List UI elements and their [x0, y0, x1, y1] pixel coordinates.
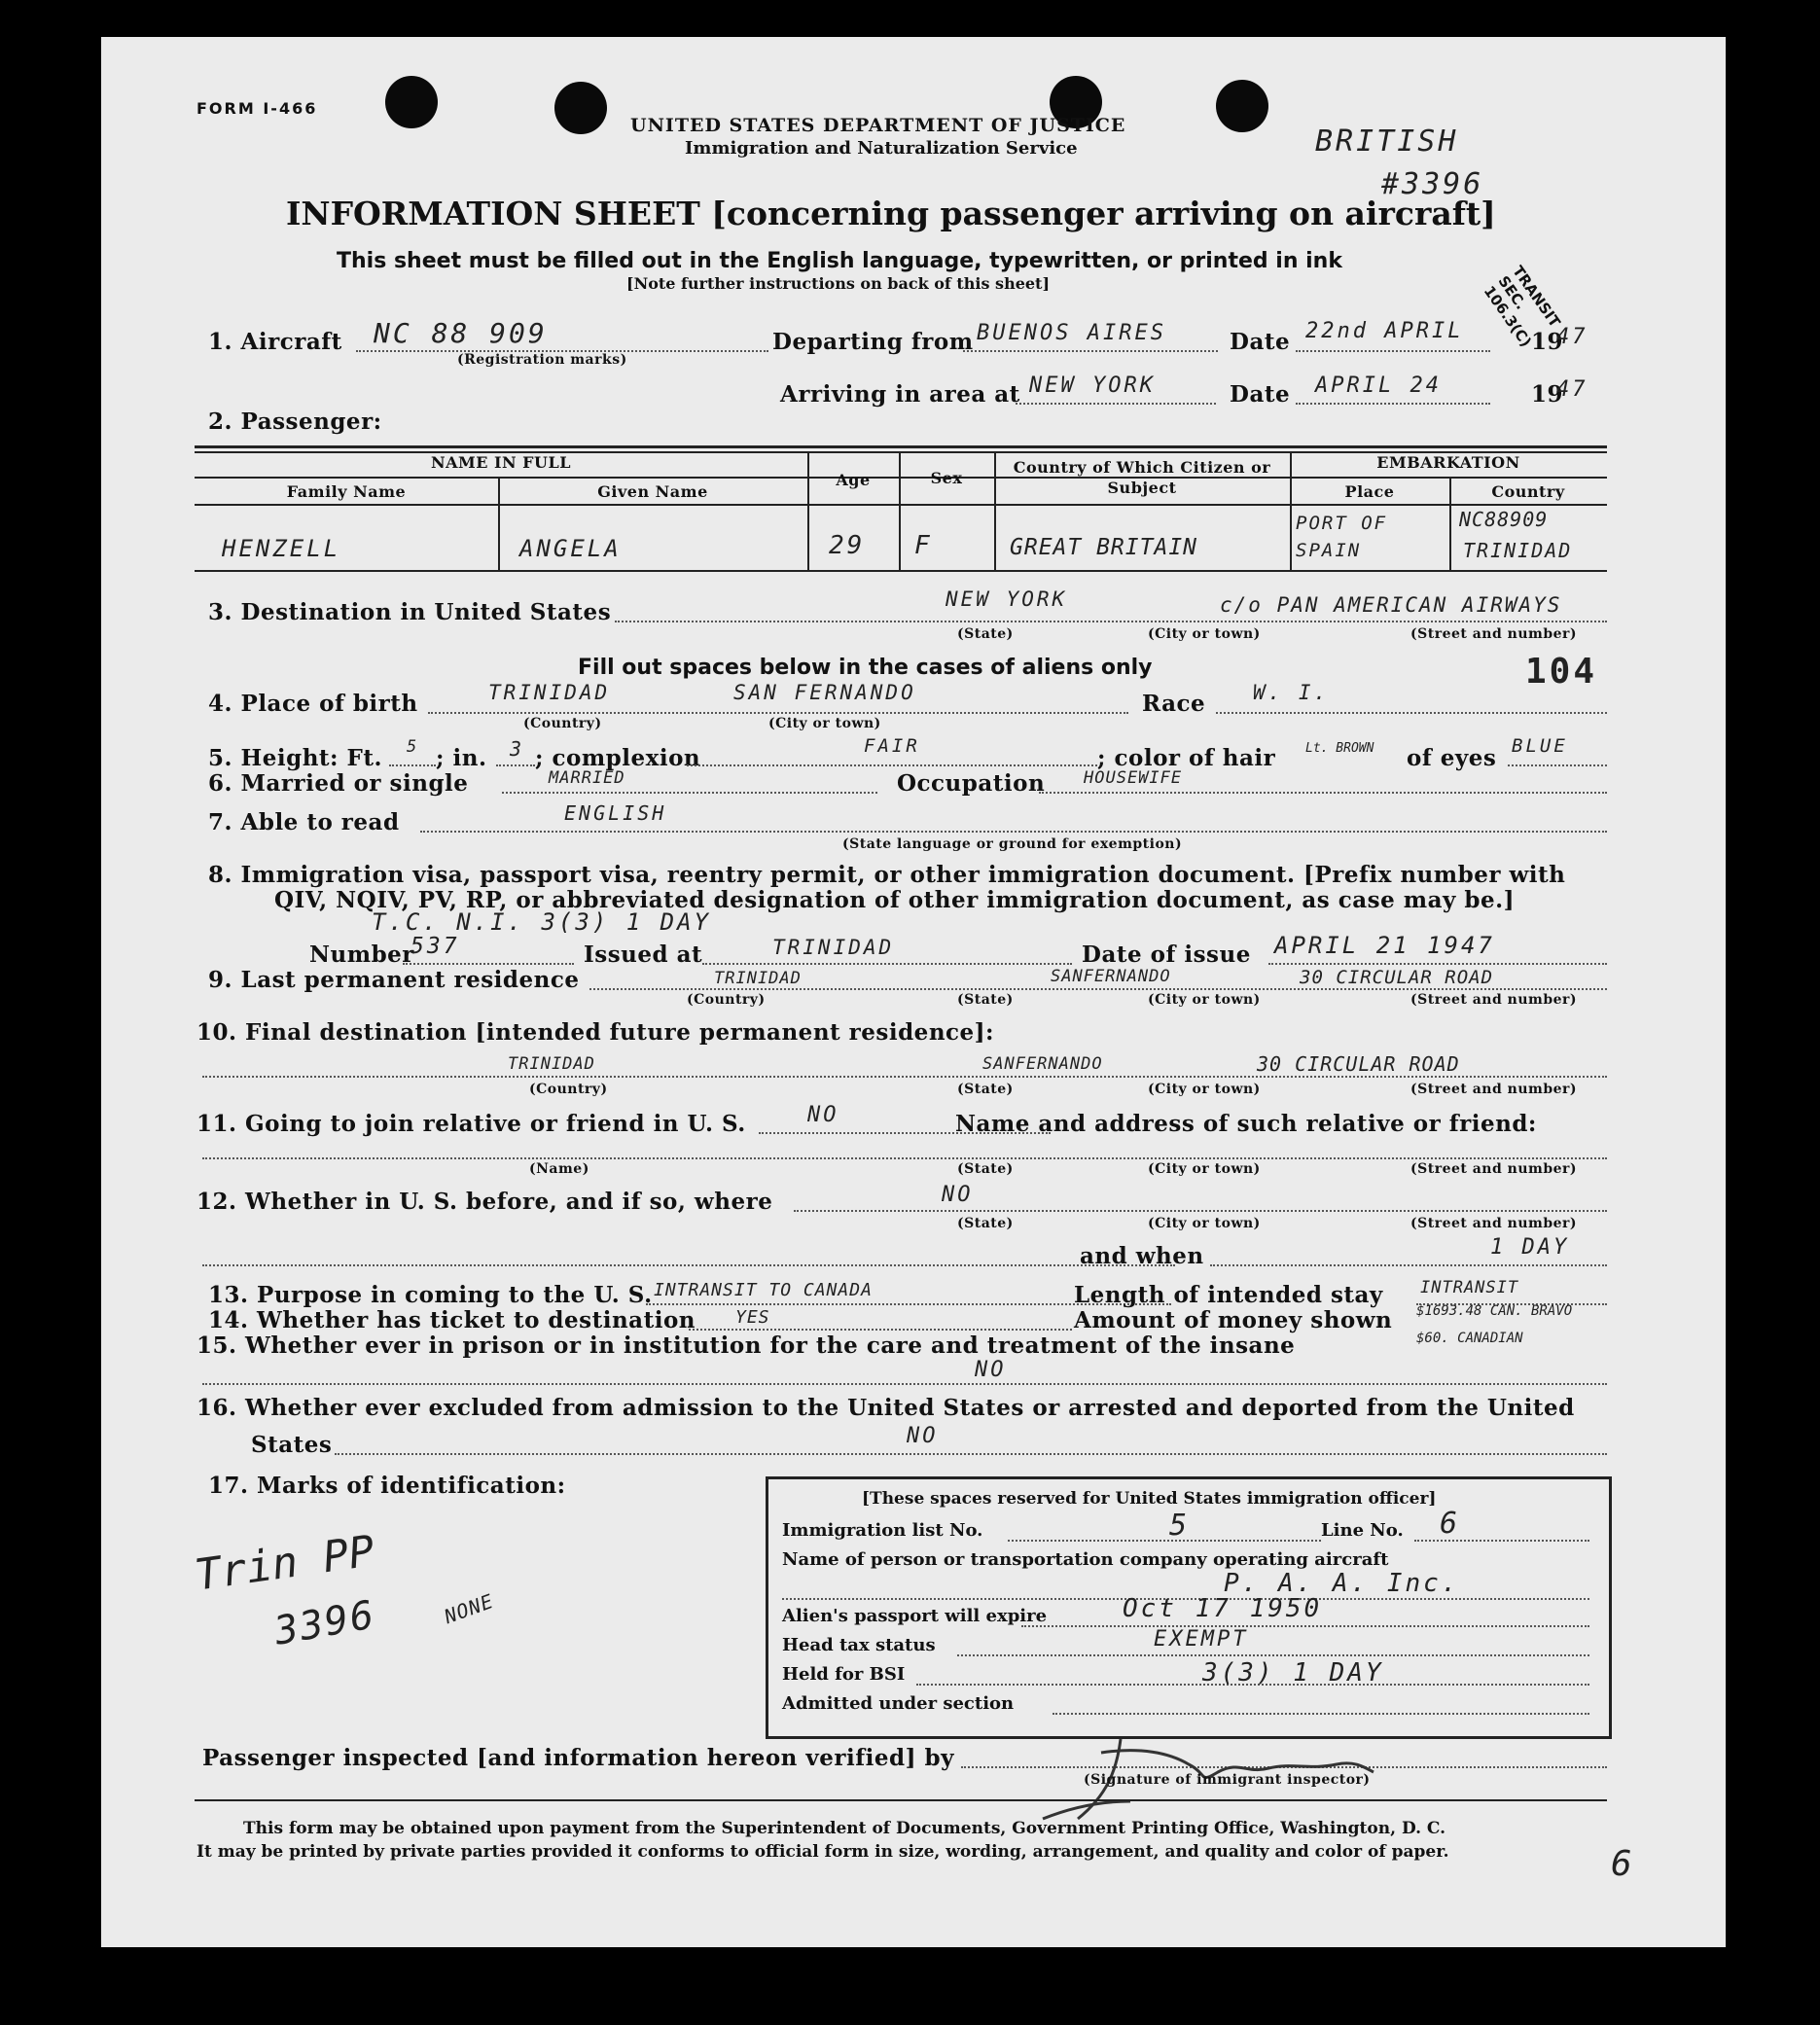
arrival-date: APRIL 24 — [1315, 373, 1442, 398]
purpose-label: 13. Purpose in coming to the U. S. — [208, 1282, 653, 1308]
document-line2: QIV, NQIV, PV, RP, or abbreviated designation of other immigration document, as case may be.] — [274, 887, 1515, 913]
when-label: and when — [1080, 1243, 1204, 1269]
last-residence-caption-street: (Street and number) — [1410, 992, 1578, 1008]
document-line1: 8. Immigration visa, passport visa, reentry permit, or other immigration document. [Prefix number with — [208, 862, 1566, 888]
excluded-line1: 16. Whether ever excluded from admission to the United States or arrested and deported from the United — [196, 1395, 1575, 1421]
purpose-value: INTRANSIT TO CANADA — [654, 1280, 873, 1300]
form-sheet — [101, 37, 1726, 1947]
arrival-year-label: 19 — [1531, 381, 1564, 408]
destination-caption-street: (Street and number) — [1410, 626, 1578, 642]
marital-label: 6. Married or single — [208, 770, 469, 797]
previous-visit-label: 12. Whether in U. S. before, and if so, where — [196, 1189, 773, 1215]
ticket-value: YES — [735, 1307, 770, 1328]
complexion-value: FAIR — [864, 735, 920, 757]
occupation-label: Occupation — [897, 770, 1046, 797]
destination-street: c/o PAN AMERICAN AIRWAYS — [1220, 593, 1562, 617]
read-caption: (State language or ground for exemption) — [842, 836, 1183, 852]
punch-hole — [1216, 80, 1268, 132]
punch-hole — [385, 76, 438, 128]
hair-value: Lt. BROWN — [1305, 741, 1374, 756]
hair-label: ; color of hair — [1097, 745, 1276, 771]
admitted-value: 3(3) 1 DAY — [1202, 1658, 1384, 1688]
eyes-label: of eyes — [1407, 745, 1497, 771]
birth-caption-city: (City or town) — [768, 716, 881, 731]
punch-hole — [554, 82, 607, 134]
document-number: 537 — [410, 934, 460, 959]
passport-expire-value: Oct 17 1950 — [1123, 1594, 1323, 1623]
final-destination-country: TRINIDAD — [508, 1054, 595, 1074]
prison-value: NO — [975, 1358, 1007, 1382]
age-value: 29 — [829, 531, 866, 560]
final-destination-caption-state: (State) — [957, 1082, 1014, 1097]
flight-annotation: NC88909 — [1459, 508, 1549, 531]
birth-city: SAN FERNANDO — [733, 681, 916, 704]
company-value: P. A. A. Inc. — [1224, 1569, 1460, 1598]
embark-country-header: Country — [1491, 482, 1565, 501]
birth-caption-country: (Country) — [523, 716, 602, 731]
last-residence-caption-state: (State) — [957, 992, 1014, 1008]
excluded-value: NO — [907, 1424, 939, 1448]
date-label: Date — [1230, 329, 1291, 355]
previous-visit-caption-state: (State) — [957, 1216, 1014, 1231]
age-header: Age — [836, 471, 871, 489]
company-label: Name of person or transportation company operating aircraft — [782, 1549, 1389, 1570]
officer-heading: [These spaces reserved for United States immigration officer] — [862, 1489, 1437, 1509]
count-note: 104 — [1525, 652, 1598, 692]
passenger-label: 2. Passenger: — [208, 409, 382, 435]
inches-label: ; in. — [436, 745, 487, 771]
issue-date-value: APRIL 21 1947 — [1274, 932, 1495, 959]
form-number: FORM I-466 — [196, 99, 318, 118]
join-relative-label: 11. Going to join relative or friend in U. S. — [196, 1111, 746, 1137]
identification-note-2: 3396 — [270, 1592, 379, 1654]
ticket-label: 14. Whether has ticket to destination — [208, 1307, 696, 1333]
given-name-value: ANGELA — [519, 535, 622, 562]
transit-stamp: TRANSIT SEC. 106.3(C) — [1480, 263, 1564, 351]
last-residence-caption-city: (City or town) — [1148, 992, 1261, 1008]
birth-country: TRINIDAD — [488, 681, 611, 704]
admitted-label: Admitted under section — [782, 1693, 1015, 1714]
line-number-label: Line No. — [1321, 1520, 1404, 1541]
year-label: 19 — [1531, 329, 1564, 355]
sex-value: F — [914, 531, 933, 560]
money-label: Amount of money shown — [1074, 1307, 1393, 1333]
identification-note-1: Trin PP — [192, 1526, 378, 1601]
aircraft-value: NC 88 909 — [374, 317, 548, 349]
form-instruction: This sheet must be filled out in the English language, typewritten, or printed in ink — [337, 249, 1342, 273]
head-tax-label: Head tax status — [782, 1635, 936, 1655]
registration-caption: (Registration marks) — [457, 352, 627, 368]
complexion-label: ; complexion — [535, 745, 701, 771]
verification-label: Passenger inspected [and information hereon verified] by — [202, 1745, 954, 1771]
relative-caption-state: (State) — [957, 1161, 1014, 1177]
head-tax-value: EXEMPT — [1154, 1627, 1249, 1652]
given-name-header: Given Name — [597, 482, 708, 501]
officer-box — [766, 1476, 1612, 1739]
read-value: ENGLISH — [564, 801, 667, 825]
departing-value: BUENOS AIRES — [977, 321, 1166, 345]
document-annotation: T.C. N.I. 3(3) 1 DAY — [372, 908, 711, 936]
bsi-label: Held for BSI — [782, 1664, 906, 1685]
race-label: Race — [1142, 691, 1206, 717]
department-name: UNITED STATES DEPARTMENT OF JUSTICE — [630, 115, 1126, 136]
race-value: W. I. — [1253, 681, 1330, 704]
when-value: 1 DAY — [1490, 1235, 1570, 1260]
height-label: 5. Height: Ft. — [208, 745, 383, 771]
identification-label: 17. Marks of identification: — [208, 1473, 566, 1499]
destination-caption-state: (State) — [957, 626, 1014, 642]
relative-caption-name: (Name) — [529, 1161, 589, 1177]
passport-expire-label: Alien's passport will expire — [782, 1606, 1048, 1626]
signature-caption: (Signature of immigrant inspector) — [1084, 1772, 1371, 1788]
document-number-label: Number — [309, 941, 414, 968]
final-destination-street: 30 CIRCULAR ROAD — [1257, 1052, 1460, 1076]
read-label: 7. Able to read — [208, 809, 400, 835]
departure-year: 47 — [1556, 325, 1588, 349]
file-number-note: #3396 — [1381, 167, 1484, 201]
last-residence-street: 30 CIRCULAR ROAD — [1300, 967, 1494, 988]
final-destination-caption-city: (City or town) — [1148, 1082, 1261, 1097]
height-in: 3 — [510, 737, 523, 761]
previous-visit-caption-city: (City or town) — [1148, 1216, 1261, 1231]
relative-caption-city: (City or town) — [1148, 1161, 1261, 1177]
name-in-full-header: NAME IN FULL — [430, 453, 571, 472]
final-destination-caption-street: (Street and number) — [1410, 1082, 1578, 1097]
identification-value: NONE — [441, 1588, 497, 1629]
embark-country-value: TRINIDAD — [1463, 539, 1573, 562]
form-title: INFORMATION SHEET [concerning passenger arriving on aircraft] — [286, 195, 1496, 232]
occupation-value: HOUSEWIFE — [1084, 768, 1183, 788]
marital-value: MARRIED — [549, 768, 625, 788]
join-relative-value: NO — [807, 1103, 839, 1127]
arrival-year: 47 — [1556, 377, 1588, 402]
service-name: Immigration and Naturalization Service — [685, 138, 1078, 159]
issued-at-value: TRINIDAD — [772, 936, 895, 959]
relative-name-label: Name and address of such relative or friend: — [955, 1111, 1537, 1137]
departing-label: Departing from — [772, 329, 974, 355]
footer-line1: This form may be obtained upon payment from the Superintendent of Documents, Government Printing Office, Washington, D. C. — [243, 1819, 1446, 1838]
nationality-note: BRITISH — [1315, 124, 1459, 159]
destination-caption-city: (City or town) — [1148, 626, 1261, 642]
departure-date: 22nd APRIL — [1305, 319, 1464, 343]
money-value-2: $60. CANADIAN — [1416, 1331, 1523, 1346]
final-destination-caption-country: (Country) — [529, 1082, 608, 1097]
arrival-date-label: Date — [1230, 381, 1291, 408]
last-residence-caption-country: (Country) — [687, 992, 766, 1008]
money-value: $1693.48 CAN. BRAVO — [1416, 1303, 1573, 1319]
embark-place-header: Place — [1344, 482, 1395, 501]
family-name-value: HENZELL — [222, 535, 341, 562]
relative-caption-street: (Street and number) — [1410, 1161, 1578, 1177]
eyes-value: BLUE — [1512, 735, 1568, 757]
prison-label: 15. Whether ever in prison or in institution for the care and treatment of the insane — [196, 1332, 1296, 1359]
previous-visit-value: NO — [942, 1183, 974, 1207]
country-citizen-header: Country of Which Citizen or Subject — [1013, 458, 1271, 497]
issue-date-label: Date of issue — [1082, 941, 1251, 968]
list-number-label: Immigration list No. — [782, 1520, 983, 1541]
stay-label: Length of intended stay — [1074, 1282, 1383, 1308]
height-ft: 5 — [407, 737, 418, 757]
final-destination-city: SANFERNANDO — [982, 1054, 1103, 1074]
family-name-header: Family Name — [286, 482, 407, 501]
destination-state: NEW YORK — [946, 587, 1068, 611]
page-mark: 6 — [1611, 1844, 1635, 1884]
previous-visit-caption-street: (Street and number) — [1410, 1216, 1578, 1231]
aircraft-label: 1. Aircraft — [208, 329, 342, 355]
arriving-value: NEW YORK — [1029, 373, 1156, 398]
embarkation-header: EMBARKATION — [1376, 453, 1520, 472]
form-note: [Note further instructions on back of this sheet] — [626, 274, 1051, 293]
line-number-value: 6 — [1440, 1507, 1461, 1541]
birthplace-label: 4. Place of birth — [208, 691, 418, 717]
excluded-line2: States — [251, 1432, 333, 1458]
embark-place-value: PORT OF SPAIN — [1296, 513, 1388, 561]
sex-header: Sex — [930, 469, 963, 487]
arriving-label: Arriving in area at — [780, 381, 1020, 408]
destination-label: 3. Destination in United States — [208, 599, 612, 625]
citizenship-value: GREAT BRITAIN — [1010, 535, 1198, 560]
issued-at-label: Issued at — [584, 941, 703, 968]
aliens-heading: Fill out spaces below in the cases of aliens only — [578, 656, 1153, 680]
stay-value: INTRANSIT — [1420, 1278, 1519, 1297]
last-residence-city: SANFERNANDO — [1051, 967, 1171, 986]
final-destination-label: 10. Final destination [intended future permanent residence]: — [196, 1019, 995, 1046]
last-residence-country: TRINIDAD — [714, 969, 802, 988]
footer-line2: It may be printed by private parties provided it conforms to official form in size, wording, arrangement, and quality and color of paper. — [196, 1842, 1449, 1862]
last-residence-label: 9. Last permanent residence — [208, 967, 580, 993]
list-number-value: 5 — [1169, 1509, 1191, 1543]
